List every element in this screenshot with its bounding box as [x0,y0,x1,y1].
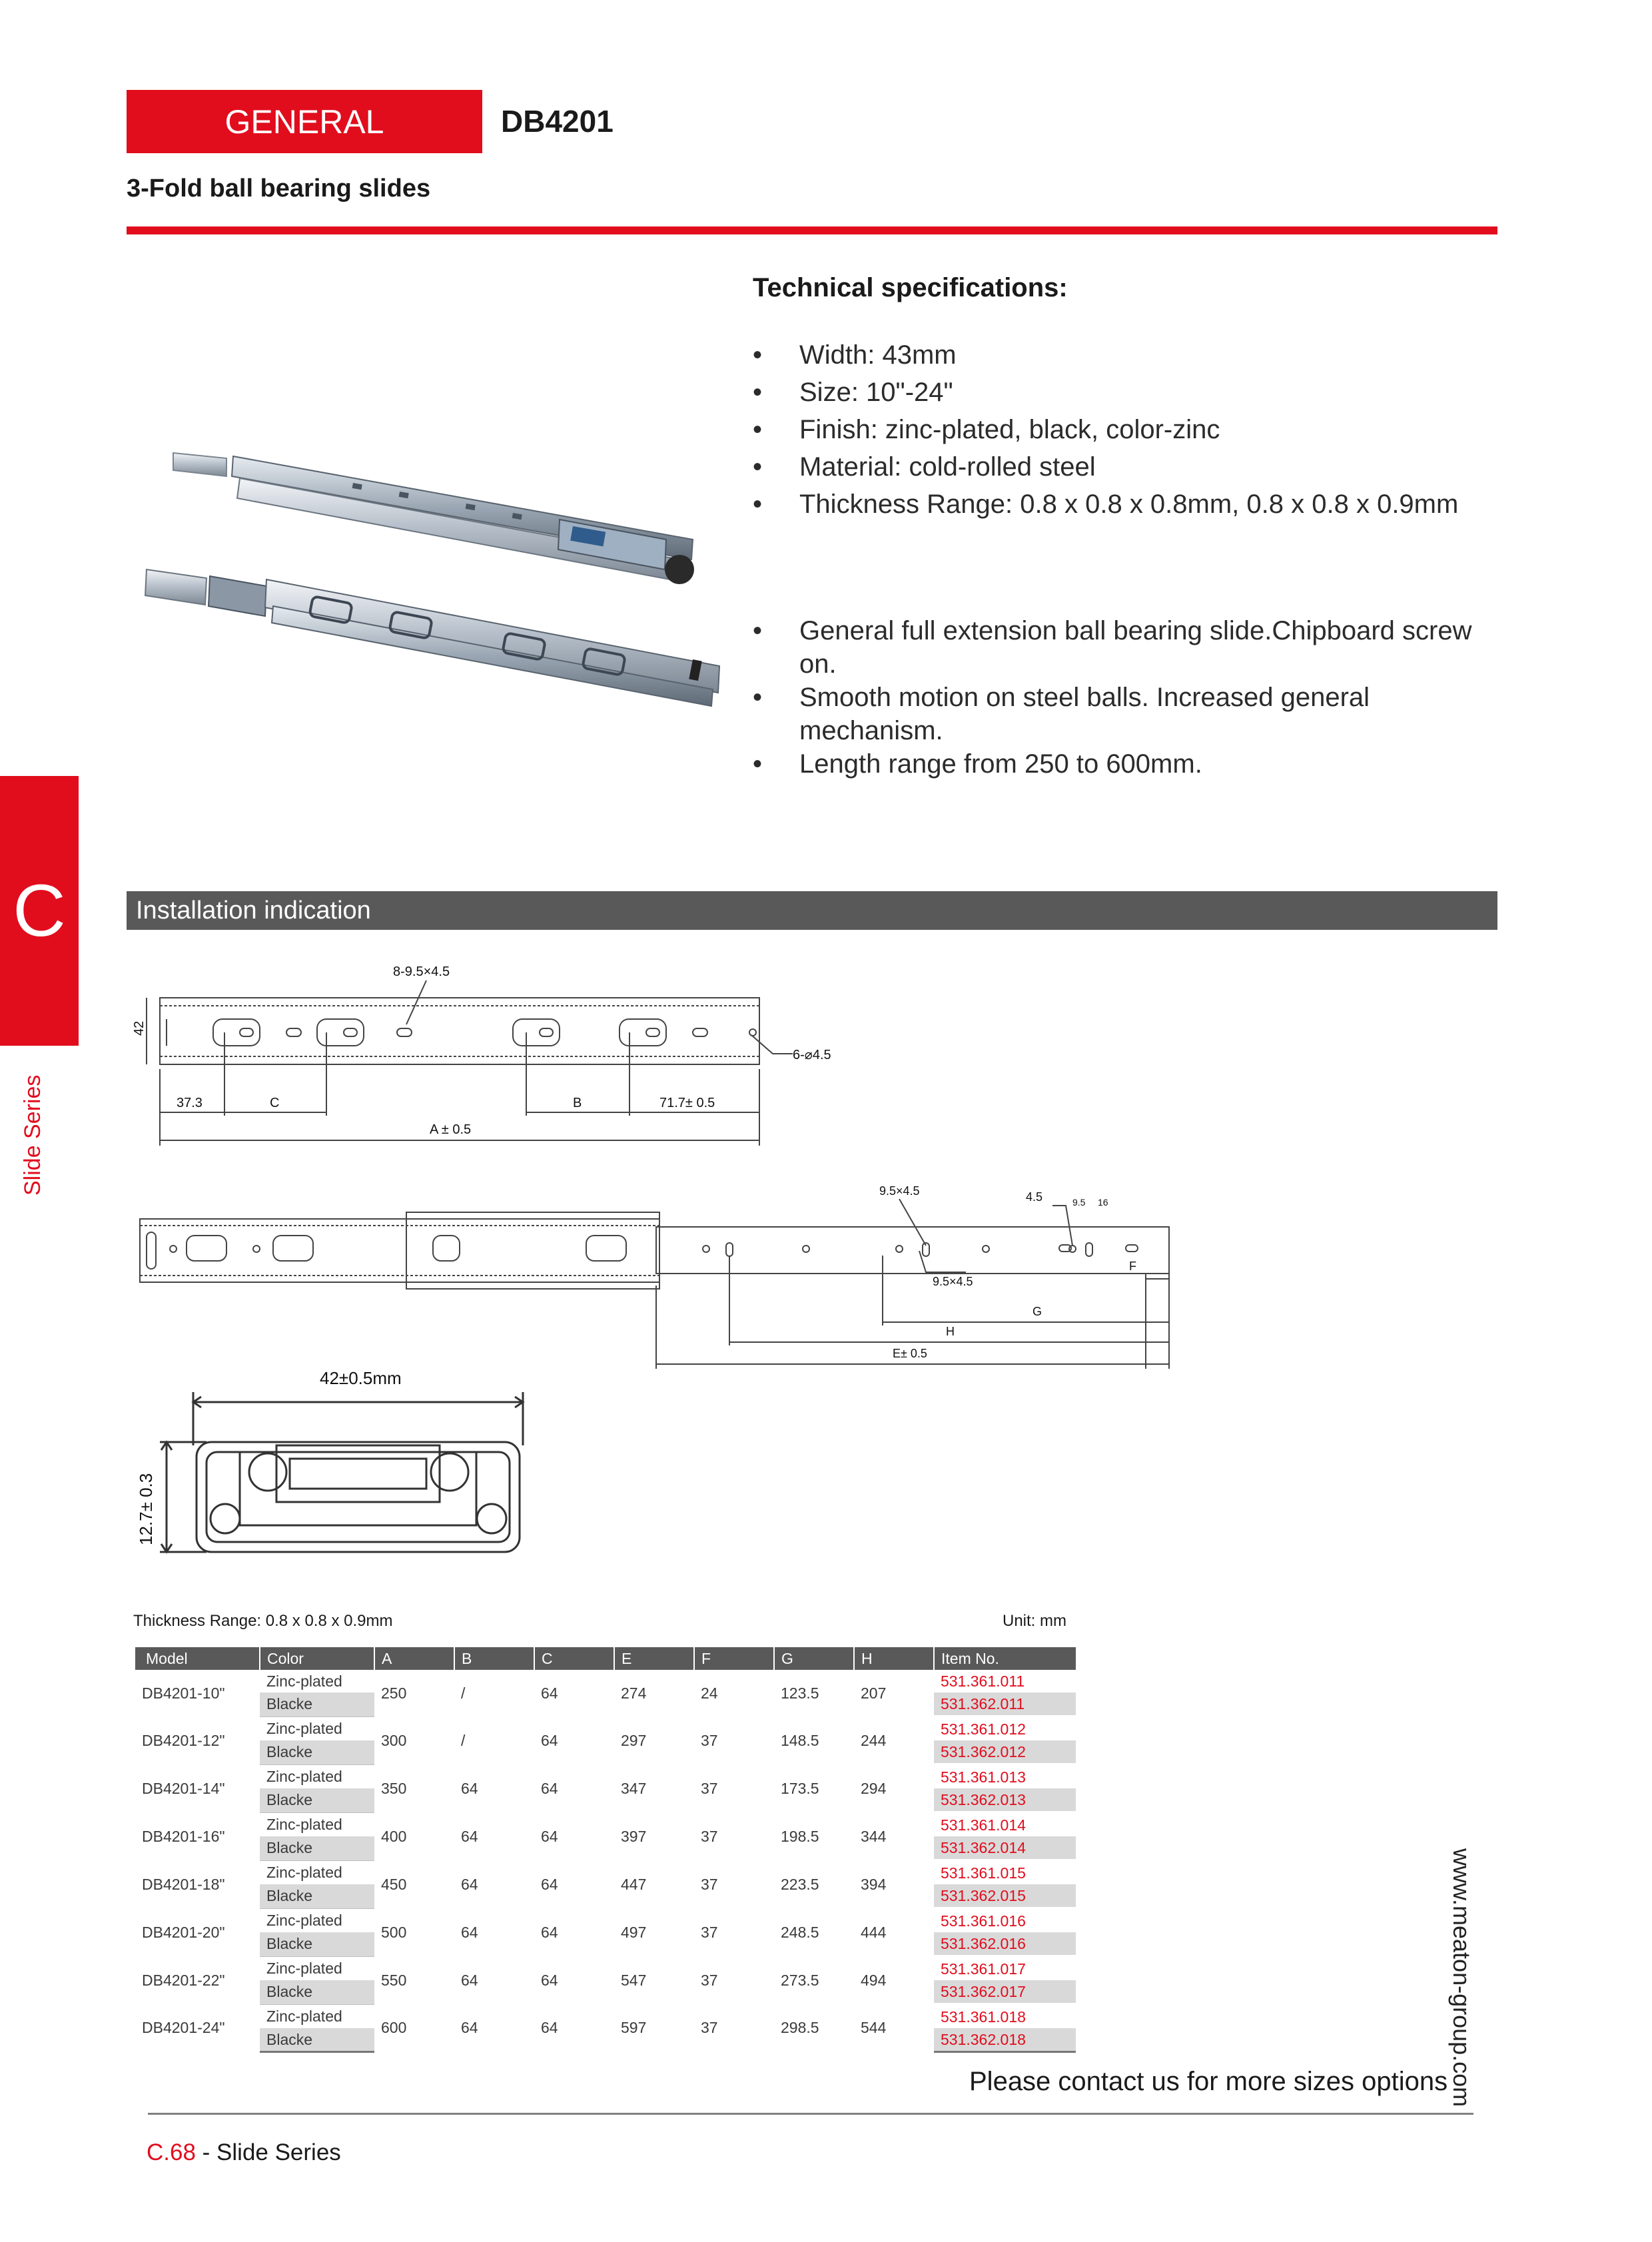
cell-f: 37 [701,1971,718,1989]
specs-title: Technical specifications: [753,273,1068,302]
section-tab: C [0,776,79,1046]
col-header: F [694,1647,774,1670]
col-header: A [374,1647,454,1670]
drawing-cross-section [127,1359,593,1559]
cell-color: Zinc-plated [266,1719,342,1737]
cell-item-no: 531.361.017 [934,1956,1076,1980]
slide-photo-lower [145,569,719,706]
cell-f: 37 [701,1875,718,1893]
product-photo [133,426,733,713]
section-label: Slide Series [20,1074,45,1196]
cell-color: Zinc-plated [266,1863,342,1881]
cell-model: DB4201-22" [142,1971,225,1989]
cell-color: Zinc-plated [266,2007,342,2025]
col-header: Item No. [934,1647,1076,1670]
spec-item: • Thickness Range: 0.8 x 0.8 x 0.8mm, 0.8 x 0.8 x 0.9mm [753,488,1519,521]
cell-h: 544 [861,2019,887,2037]
table-row [135,1716,1076,1740]
spec-item: • Finish: zinc-plated, black, color-zinc [753,413,1519,446]
col-header: B [454,1647,534,1670]
model-title: DB4201 [501,104,614,139]
dim-a: A ± 0.5 [430,1122,472,1137]
feature-item: • Smooth motion on steel balls. Increased general mechanism. [753,681,1485,747]
cell-color: Zinc-plated [266,1767,342,1785]
cell-item-no: 531.361.018 [934,2004,1076,2028]
cell-model: DB4201-18" [142,1875,225,1893]
spec-table [135,1647,1076,2053]
feature-item: • General full extension ball bearing slide.Chipboard screw on. [753,614,1485,681]
cell-a: 600 [381,2019,407,2037]
dim-b: B [573,1096,582,1110]
cell-e: 347 [621,1779,647,1797]
cell-item-no: 531.362.017 [934,1980,1076,2004]
dim-c: C [270,1096,280,1110]
dim-9-5: 9.5 [1072,1197,1086,1208]
table-unit: Unit: mm [1003,1612,1066,1630]
cell-model: DB4201-14" [142,1779,225,1797]
cell-color: Blacke [260,2028,374,2052]
cell-h: 494 [861,1971,887,1989]
cell-c: 64 [541,2019,558,2037]
cell-item-no: 531.361.013 [934,1764,1076,1788]
footer-divider [148,2113,1473,2115]
cell-item-no: 531.362.015 [934,1884,1076,1908]
cell-a: 550 [381,1971,407,1989]
header-divider [127,226,1497,234]
dim-37-3: 37.3 [177,1096,203,1110]
cell-f: 37 [701,1827,718,1845]
cell-f: 37 [701,2019,718,2037]
feature-item: • Length range from 250 to 600mm. [753,747,1485,781]
cell-item-no: 531.362.013 [934,1788,1076,1812]
cell-b: 64 [461,2019,478,2037]
col-header: H [854,1647,934,1670]
cell-f: 37 [701,1731,718,1749]
table-header-row [135,1647,1076,1670]
table-row [135,1956,1076,1980]
cell-g: 298.5 [781,2019,819,2037]
cell-a: 300 [381,1731,407,1749]
cell-c: 64 [541,1971,558,1989]
cell-f: 37 [701,1779,718,1797]
cell-a: 450 [381,1875,407,1893]
cell-h: 394 [861,1875,887,1893]
cell-color: Blacke [260,1980,374,2004]
cell-item-no: 531.361.015 [934,1860,1076,1884]
cell-g: 198.5 [781,1827,819,1845]
cell-a: 350 [381,1779,407,1797]
cell-model: DB4201-12" [142,1731,225,1749]
cell-c: 64 [541,1731,558,1749]
cell-h: 344 [861,1827,887,1845]
dim-e: E± 0.5 [893,1347,927,1360]
cell-color: Zinc-plated [266,1911,342,1929]
cell-g: 148.5 [781,1731,819,1749]
cell-item-no: 531.361.012 [934,1716,1076,1740]
table-row [135,1670,1076,1692]
cell-model: DB4201-10" [142,1684,225,1702]
cell-color: Blacke [260,1788,374,1812]
cell-b: 64 [461,1779,478,1797]
cell-c: 64 [541,1875,558,1893]
col-header: Color [260,1647,374,1670]
dim-slot-bottom: 9.5×4.5 [933,1275,973,1288]
cell-f: 24 [701,1684,718,1702]
dim-71-7: 71.7± 0.5 [659,1096,715,1110]
cell-color: Blacke [260,1692,374,1716]
dim-width: 42±0.5mm [320,1368,402,1388]
cell-h: 294 [861,1779,887,1797]
slide-photo-upper [173,453,694,584]
installation-header: Installation indication [127,891,1497,930]
cell-color: Blacke [260,1932,374,1956]
dim-16: 16 [1098,1197,1108,1208]
cell-g: 273.5 [781,1971,819,1989]
spec-item: • Width: 43mm [753,338,1519,372]
cell-b: / [461,1684,466,1702]
cell-e: 547 [621,1971,647,1989]
cell-g: 173.5 [781,1779,819,1797]
cell-item-no: 531.361.011 [941,1672,1025,1690]
cell-model: DB4201-20" [142,1923,225,1941]
cell-model: DB4201-16" [142,1827,225,1845]
cell-model: DB4201-24" [142,2019,225,2037]
dim-slot-top: 9.5×4.5 [879,1184,920,1198]
dim-g: G [1032,1305,1042,1318]
cell-e: 497 [621,1923,647,1941]
cell-g: 223.5 [781,1875,819,1893]
cell-b: / [461,1731,466,1749]
cell-e: 397 [621,1827,647,1845]
cell-item-no: 531.361.014 [934,1812,1076,1836]
cell-color: Zinc-plated [266,1959,342,1977]
cell-f: 37 [701,1923,718,1941]
category-badge: GENERAL [127,90,482,153]
footer-text: - Slide Series [195,2139,341,2165]
table-row [135,1764,1076,1788]
cell-h: 207 [861,1684,887,1702]
dim-holes-side: 6-⌀4.5 [793,1048,831,1062]
cell-item-no: 531.361.016 [934,1908,1076,1932]
cell-e: 297 [621,1731,647,1749]
cell-c: 64 [541,1684,558,1702]
table-note: Thickness Range: 0.8 x 0.8 x 0.9mm [133,1612,393,1630]
table-row [135,1860,1076,1884]
cell-a: 250 [381,1684,407,1702]
drawing-front-view [127,952,859,1152]
dim-f: F [1129,1260,1136,1273]
table-row [135,1812,1076,1836]
cell-color: Blacke [260,1884,374,1908]
spec-list [753,338,1519,525]
cell-item-no: 531.362.012 [934,1740,1076,1764]
cell-color: Blacke [260,1740,374,1764]
drawing-extended-view [127,1179,1192,1372]
feature-list [753,614,1485,781]
cell-g: 123.5 [781,1684,819,1702]
cell-color: Blacke [260,1836,374,1860]
cell-c: 64 [541,1923,558,1941]
page-footer [147,2139,341,2166]
cell-g: 248.5 [781,1923,819,1941]
cell-c: 64 [541,1827,558,1845]
dim-thickness: 12.7± 0.3 [136,1473,156,1545]
cell-e: 274 [621,1684,647,1702]
col-header: Model [135,1647,260,1670]
cell-item-no: 531.362.018 [934,2028,1076,2052]
col-header: E [614,1647,694,1670]
dim-height: 42 [132,1020,147,1036]
contact-note: Please contact us for more sizes options [969,2067,1448,2096]
cell-b: 64 [461,1875,478,1893]
cell-h: 244 [861,1731,887,1749]
col-header: C [534,1647,614,1670]
cell-b: 64 [461,1923,478,1941]
product-subtitle: 3-Fold ball bearing slides [127,175,431,202]
cell-color: Zinc-plated [266,1672,342,1690]
cell-b: 64 [461,1827,478,1845]
dim-4-5: 4.5 [1026,1190,1043,1204]
table-row [135,1908,1076,1932]
website-url: www.meaton-group.com [1448,1848,1475,2107]
cell-item-no: 531.362.011 [934,1692,1076,1716]
page-number: C.68 [147,2139,196,2165]
cell-a: 400 [381,1827,407,1845]
cell-e: 447 [621,1875,647,1893]
cell-item-no: 531.362.016 [934,1932,1076,1956]
spec-item: • Size: 10"-24" [753,376,1519,409]
cell-b: 64 [461,1971,478,1989]
cell-item-no: 531.362.014 [934,1836,1076,1860]
table-row [135,2004,1076,2028]
cell-e: 597 [621,2019,647,2037]
cell-color: Zinc-plated [266,1815,342,1833]
dim-h: H [946,1325,955,1338]
cell-a: 500 [381,1923,407,1941]
col-header: G [774,1647,854,1670]
cell-h: 444 [861,1923,887,1941]
dim-holes-top: 8-9.5×4.5 [393,964,450,979]
spec-item: • Material: cold-rolled steel [753,450,1519,484]
cell-c: 64 [541,1779,558,1797]
